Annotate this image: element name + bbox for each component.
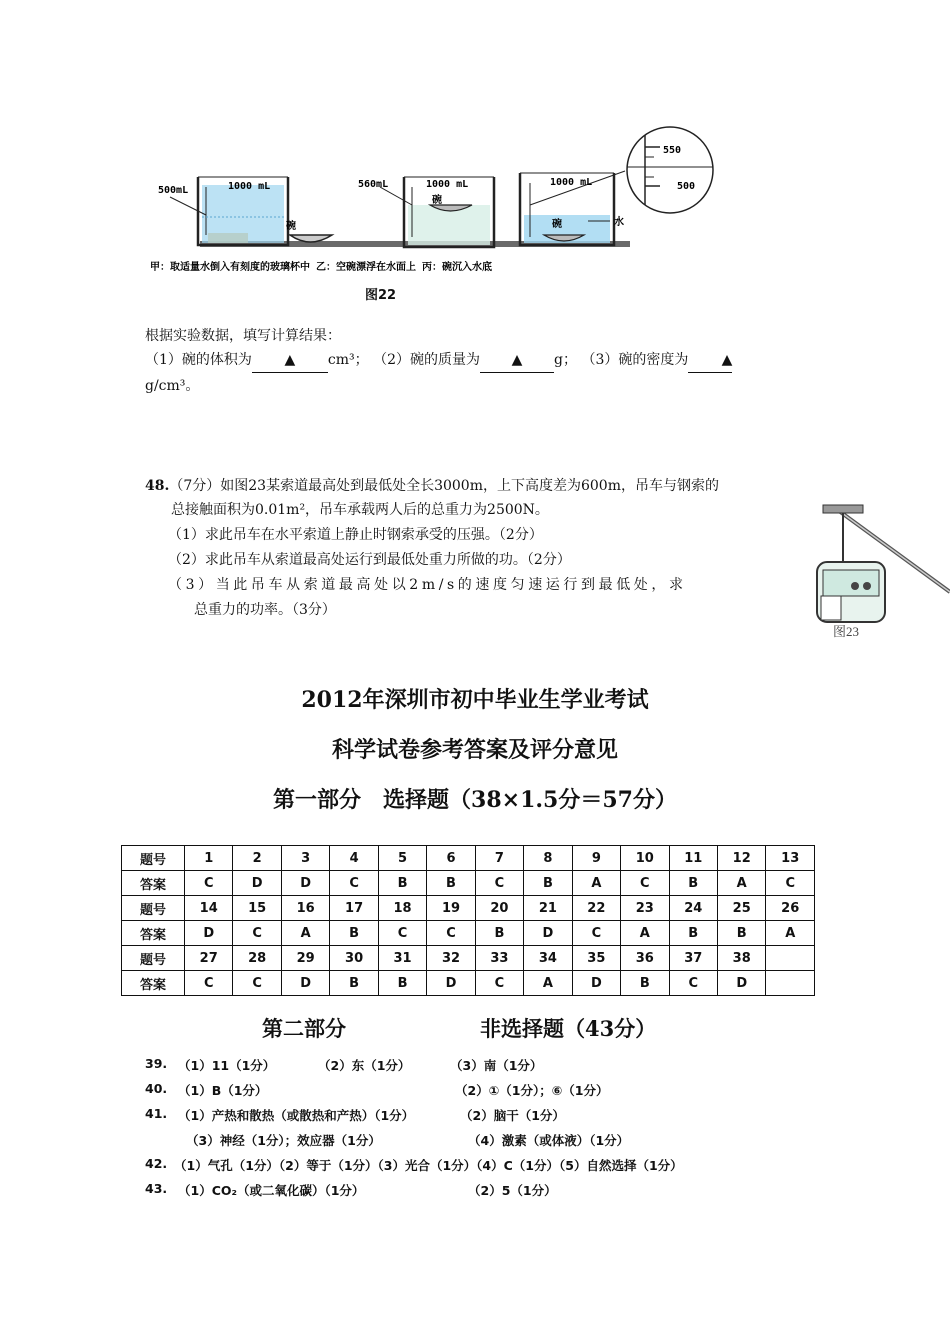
answer-cell: B	[669, 921, 717, 946]
question-number-cell: 22	[572, 896, 620, 921]
triangle-icon: ▲	[721, 352, 733, 368]
part2-subtitle: 非选择题（43分）	[480, 1016, 657, 1041]
figure-22	[140, 125, 730, 310]
row-header-question: 题号	[122, 896, 185, 921]
q47-blank3[interactable]	[688, 348, 732, 373]
figure-22-caption: 图22	[365, 288, 397, 303]
question-number-cell: 31	[378, 946, 426, 971]
question-number-cell: 6	[427, 846, 475, 871]
answer-cell: D	[185, 921, 233, 946]
answer-cell: C	[233, 921, 281, 946]
q47-unit1: cm³；	[327, 352, 369, 368]
answer-40-a: （1）B（1分）	[178, 1083, 268, 1098]
answer-cell: B	[475, 921, 523, 946]
answer-39-b: （2）东（1分）	[318, 1058, 411, 1073]
exam-title: 2012年深圳市初中毕业生学业考试	[301, 687, 649, 713]
label-b-bowl: 碗	[432, 195, 442, 206]
label-b-mark: 560mL	[358, 179, 389, 190]
answer-cell: C	[669, 971, 717, 996]
answer-cell: B	[669, 871, 717, 896]
question-number-cell: 3	[281, 846, 329, 871]
answer-cell: C	[330, 871, 378, 896]
answer-42-num: 42.	[145, 1156, 168, 1171]
question-number-cell: 33	[475, 946, 523, 971]
q48-sub1: （1）求此吊车在水平索道上静止时钢索承受的压强。（2分）	[168, 527, 543, 543]
answer-39-a: （1）11（1分）	[178, 1058, 276, 1073]
table-row-numbers	[122, 846, 815, 871]
answer-cell: A	[717, 871, 765, 896]
answer-cell: D	[281, 971, 329, 996]
triangle-icon: ▲	[511, 352, 523, 368]
q48-sub2: （2）求此吊车从索道最高处运行到最低处重力所做的功。（2分）	[168, 552, 571, 568]
answer-42-a: （1）气孔（1分）（2）等于（1分）（3）光合（1分）（4）C（1分）（5）自然选择（1分）	[174, 1158, 683, 1173]
answer-key-title: 科学试卷参考答案及评分意见	[331, 737, 618, 763]
q48-text1: （7分）如图23某索道最高处到最低处全长3000m，上下高度差为600m，吊车与钢索的	[169, 478, 719, 494]
answer-41-d: （4）激素（或体液）（1分）	[468, 1133, 630, 1148]
question-number-cell: 14	[185, 896, 233, 921]
question-number-cell: 15	[233, 896, 281, 921]
question-number-cell: 29	[281, 946, 329, 971]
answer-cell: D	[572, 971, 620, 996]
answer-cell: C	[475, 971, 523, 996]
label-zoom-550: 550	[663, 145, 682, 156]
answer-cell: A	[524, 971, 572, 996]
answer-cell: B	[378, 871, 426, 896]
question-number-cell: 1	[185, 846, 233, 871]
question-number-cell: 18	[378, 896, 426, 921]
question-number-cell: 13	[766, 846, 815, 871]
table-row-answers	[122, 971, 815, 996]
question-number-cell: 25	[717, 896, 765, 921]
question-number-cell: 11	[669, 846, 717, 871]
answer-43-b: （2）5（1分）	[468, 1183, 557, 1198]
question-number-cell: 26	[766, 896, 815, 921]
answer-cell: D	[233, 871, 281, 896]
answer-cell: D	[524, 921, 572, 946]
question-number-cell: 30	[330, 946, 378, 971]
question-number-cell: 19	[427, 896, 475, 921]
answer-43-a: （1）CO₂（或二氧化碳）（1分）	[178, 1183, 365, 1198]
question-number-cell: 8	[524, 846, 572, 871]
question-number-cell: 4	[330, 846, 378, 871]
row-header-answer: 答案	[122, 921, 185, 946]
question-number-cell: 24	[669, 896, 717, 921]
zoom-circle	[627, 127, 713, 213]
answer-cell: D	[427, 971, 475, 996]
answer-cell: A	[572, 871, 620, 896]
q47-intro: 根据实验数据，填写计算结果：	[145, 328, 341, 344]
answer-cell	[766, 971, 815, 996]
answer-cell: D	[717, 971, 765, 996]
question-number-cell: 34	[524, 946, 572, 971]
question-number-cell: 17	[330, 896, 378, 921]
table-row-numbers	[122, 896, 815, 921]
q47-blank2[interactable]	[480, 348, 554, 373]
table-row-answers	[122, 921, 815, 946]
row-header-answer: 答案	[122, 971, 185, 996]
q47-blank1[interactable]	[252, 348, 328, 373]
figure-23-cable-car	[805, 500, 950, 645]
label-zoom-500: 500	[677, 181, 696, 192]
q47-part3: （3）碗的密度为	[581, 352, 689, 368]
question-number-cell: 32	[427, 946, 475, 971]
q47-line	[145, 348, 732, 373]
answer-cell: B	[621, 971, 669, 996]
figure-23-caption: 图23	[833, 624, 860, 639]
question-number-cell: 21	[524, 896, 572, 921]
q48-line1	[145, 474, 719, 498]
part1-title: 第一部分 选择题（38×1.5分＝57分）	[273, 787, 677, 813]
question-number-cell: 28	[233, 946, 281, 971]
answer-cell: B	[524, 871, 572, 896]
table-row-numbers	[122, 946, 815, 971]
answer-cell: C	[475, 871, 523, 896]
answer-cell: C	[766, 871, 815, 896]
answer-40-num: 40.	[145, 1081, 168, 1096]
answer-cell: A	[281, 921, 329, 946]
answer-43-num: 43.	[145, 1181, 168, 1196]
question-number-cell: 16	[281, 896, 329, 921]
answer-cell: A	[766, 921, 815, 946]
q48-sub3b: 总重力的功率。（3分）	[194, 602, 336, 618]
question-number-cell: 36	[621, 946, 669, 971]
answer-cell: C	[233, 971, 281, 996]
answer-40-b: （2）①（1分）；⑥（1分）	[455, 1083, 609, 1098]
answer-cell: B	[427, 871, 475, 896]
answer-table	[121, 845, 815, 996]
label-a-mark: 500mL	[158, 185, 189, 196]
label-a-bowl: 碗	[286, 221, 296, 232]
question-number-cell: 10	[621, 846, 669, 871]
answer-cell: C	[185, 871, 233, 896]
label-c-bowl: 碗	[552, 219, 562, 230]
question-number-cell: 2	[233, 846, 281, 871]
answer-39-num: 39.	[145, 1056, 168, 1071]
question-number-cell: 9	[572, 846, 620, 871]
q48-sub3a: （3）当此吊车从索道最高处以2m/s的速度匀速运行到最低处，求	[168, 577, 687, 593]
figure22-description: 甲：取适量水倒入有刻度的玻璃杯中 乙：空碗漂浮在水面上 丙：碗沉入水底	[150, 262, 493, 273]
question-number-cell: 5	[378, 846, 426, 871]
answer-cell: C	[378, 921, 426, 946]
question-number-cell: 35	[572, 946, 620, 971]
question-number-cell: 23	[621, 896, 669, 921]
row-header-question: 题号	[122, 946, 185, 971]
question-number-cell: 37	[669, 946, 717, 971]
bowl-a	[290, 235, 332, 242]
answer-41-a: （1）产热和散热（或散热和产热）（1分）	[178, 1108, 415, 1123]
answer-cell: C	[185, 971, 233, 996]
row-header-question: 题号	[122, 846, 185, 871]
triangle-icon: ▲	[284, 352, 296, 368]
table-row-answers	[122, 871, 815, 896]
q47-unit3: g/cm³。	[145, 378, 200, 394]
question-number-cell: 38	[717, 946, 765, 971]
q47-part1: （1）碗的体积为	[145, 352, 252, 368]
row-header-answer: 答案	[122, 871, 185, 896]
answer-41-num: 41.	[145, 1106, 168, 1121]
answer-cell: B	[330, 971, 378, 996]
question-number-cell: 7	[475, 846, 523, 871]
answer-cell: C	[427, 921, 475, 946]
label-b-scale: 1000 mL	[426, 179, 469, 190]
question-number-cell	[766, 946, 815, 971]
part2-title: 第二部分	[262, 1016, 346, 1041]
question-number-cell: 20	[475, 896, 523, 921]
answer-39-c: （3）南（1分）	[450, 1058, 543, 1073]
answer-41-b: （2）脑干（1分）	[460, 1108, 565, 1123]
answer-cell: C	[572, 921, 620, 946]
question-number-cell: 12	[717, 846, 765, 871]
answer-cell: B	[378, 971, 426, 996]
q48-number: 48.	[145, 478, 170, 494]
question-number-cell: 27	[185, 946, 233, 971]
label-c-water: 水	[614, 217, 624, 228]
label-a-scale: 1000 mL	[228, 181, 271, 192]
answer-cell: C	[621, 871, 669, 896]
answer-cell: D	[281, 871, 329, 896]
q47-part2: （2）碗的质量为	[373, 352, 481, 368]
answer-41-c: （3）神经（1分）；效应器（1分）	[186, 1133, 381, 1148]
q47-unit2: g；	[554, 352, 577, 368]
q48-line2: 总接触面积为0.01m²，吊车承载两人后的总重力为2500N。	[171, 502, 549, 518]
answer-cell: B	[330, 921, 378, 946]
answer-cell: B	[717, 921, 765, 946]
answer-cell: A	[621, 921, 669, 946]
label-c-scale: 1000 mL	[550, 177, 593, 188]
